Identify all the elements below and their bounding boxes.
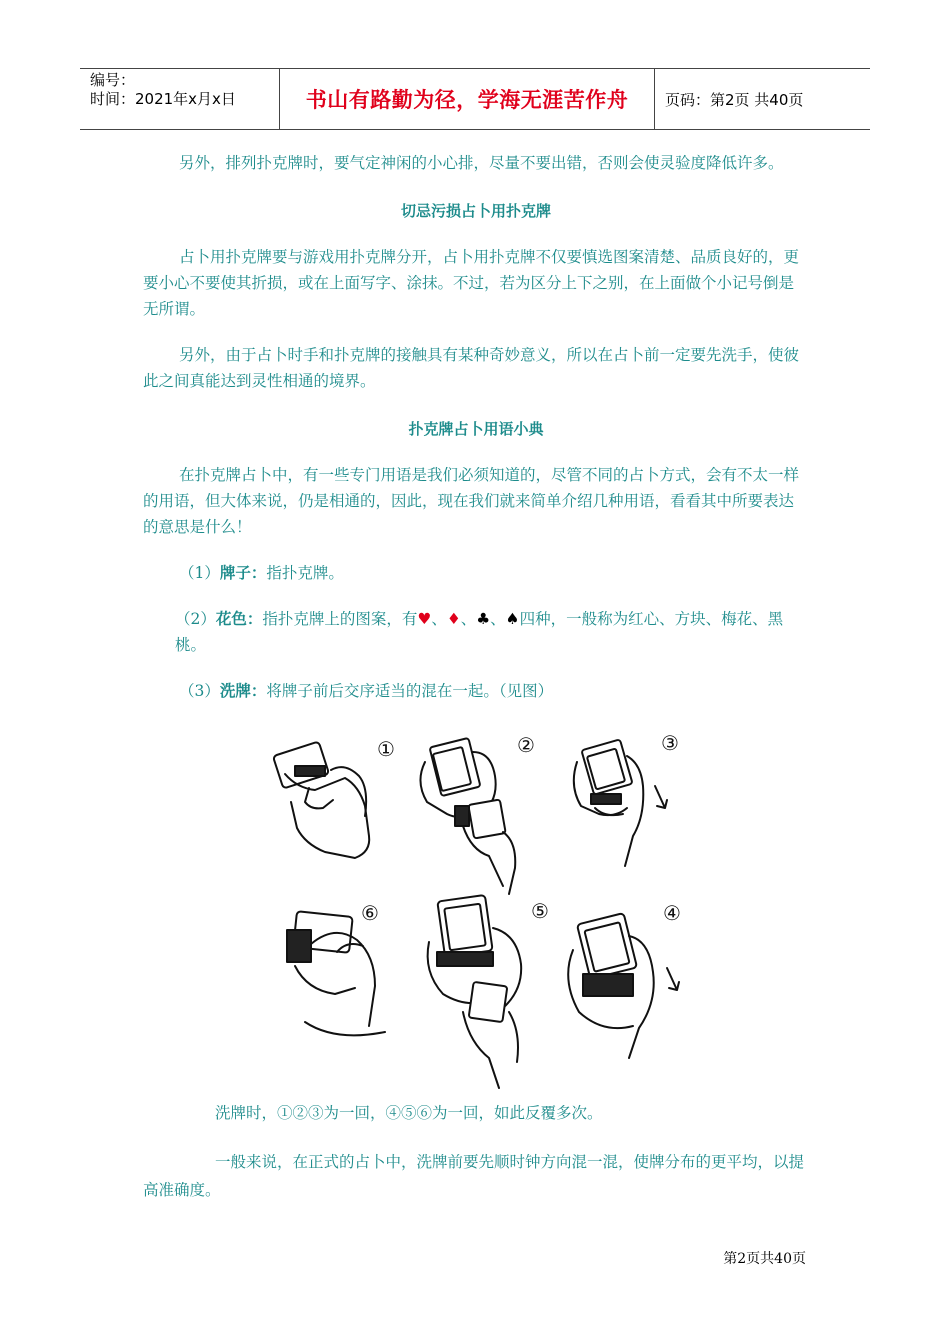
term-2-num: （2） (175, 610, 216, 628)
club-icon: ♣ (476, 610, 491, 628)
hand-panel-1 (574, 739, 667, 866)
term-3 (143, 678, 809, 704)
separator: 、 (490, 610, 506, 628)
fig-label-6: ⑥ (361, 901, 379, 925)
separator: 、 (460, 610, 477, 628)
fig-label-2: ② (517, 733, 535, 757)
paragraph-6: 一般来说，在正式的占卜中，洗牌前要先顺时钟方向混一混，使牌分布的更平均，以提高准确度。 (143, 1153, 805, 1199)
term-2-desc-b: 四种，一般称为红心、方块、梅花、黑桃。 (175, 610, 784, 654)
hand-panel-3 (273, 741, 369, 858)
header-page-info: 页码：第2页 共40页 (665, 90, 804, 109)
shuffle-illustration (265, 722, 705, 1092)
code-label: 编号： (90, 71, 136, 89)
paragraph-2: 占卜用扑克牌要与游戏用扑克牌分开，占卜用扑克牌不仅要慎选图案清楚、品质良好的，更要小心不要使其折损，或在上面写字、涂抹。不过，若为区分上下之别，在上面做个小记号倒是无所谓。 (143, 248, 800, 318)
hand-panel-2 (420, 738, 515, 894)
term-2 (143, 606, 809, 658)
spade-icon: ♠ (505, 610, 520, 628)
document-body (143, 150, 809, 704)
term-1-desc: 指扑克牌。 (266, 564, 344, 582)
heart-icon: ♥ (417, 610, 432, 628)
separator: 、 (431, 610, 447, 628)
paragraph-4: 在扑克牌占卜中，有一些专门用语是我们必须知道的，尽管不同的占卜方式，会有不太一样的用语，但大体来说，仍是相通的，因此，现在我们就来简单介绍几种用语，看看其中所要表达的意思是什么！ (143, 466, 800, 536)
term-1-term: 牌子： (219, 564, 267, 582)
heading-1: 切忌污损占卜用扑克牌 (400, 202, 551, 220)
term-1 (143, 560, 809, 586)
term-2-term: 花色： (215, 610, 263, 628)
hand-panel-6 (287, 911, 385, 1035)
paragraph-1: 另外，排列扑克牌时，要气定神闲的小心排，尽量不要出错，否则会使灵验度降低许多。 (179, 154, 784, 172)
paragraph-3: 另外，由于占卜时手和扑克牌的接触具有某种奇妙意义，所以在占卜前一定要先洗手，使彼此之间真能达到灵性相通的境界。 (143, 346, 800, 390)
fig-label-3: ① (377, 737, 395, 761)
page-header (80, 68, 870, 130)
heading-2: 扑克牌占卜用语小典 (408, 420, 544, 438)
hand-panel-4 (568, 913, 679, 1058)
term-3-num: （3） (179, 682, 220, 700)
term-1-num: （1） (179, 564, 220, 582)
term-3-desc: 将牌子前后交序适当的混在一起。（见图） (266, 682, 554, 700)
fig-label-1: ③ (661, 731, 679, 755)
page-footer: 第2页共40页 (723, 1251, 806, 1267)
hand-panel-5 (428, 895, 522, 1088)
header-motto: 书山有路勤为径，学海无涯苦作舟 (280, 69, 655, 129)
diamond-icon: ♦ (446, 610, 461, 628)
term-2-desc-a: 指扑克牌上的图案，有 (262, 610, 418, 628)
term-3-term: 洗牌： (219, 682, 267, 700)
paragraph-5: 洗牌时，①②③为一回，④⑤⑥为一回，如此反覆多次。 (215, 1104, 603, 1122)
header-meta (80, 69, 280, 129)
date-label: 时间：2021年x月x日 (90, 90, 236, 108)
fig-label-4: ④ (663, 901, 681, 925)
fig-label-5: ⑤ (531, 899, 549, 923)
